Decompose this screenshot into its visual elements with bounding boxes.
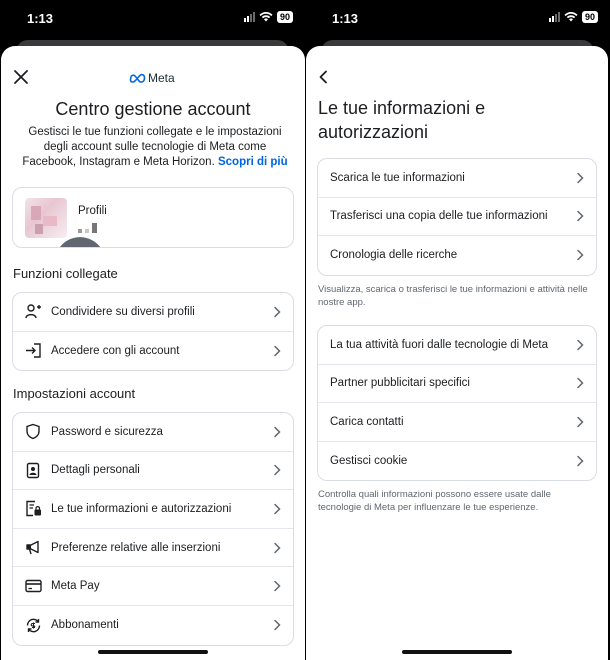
list-item-share-profiles[interactable] [13, 293, 293, 332]
meta-logo [129, 71, 175, 85]
subscription-icon [24, 616, 42, 634]
home-indicator [98, 650, 208, 654]
back-arrow-icon[interactable] [318, 70, 328, 84]
status-time: 1:13 [332, 11, 359, 26]
permissions-note: Controlla quali informazioni possono essere usate dalle tecnologie di Meta per influenzare le tue esperienze. [318, 489, 551, 513]
list-item-label: Condividere su diversi profili [51, 305, 195, 318]
linked-features-card [12, 292, 294, 371]
list-item-upload-contacts[interactable] [318, 403, 596, 442]
list-item-meta-pay[interactable] [13, 567, 293, 606]
id-card-icon [24, 461, 42, 479]
chevron-right-icon [273, 426, 281, 438]
share-profiles-icon [24, 303, 42, 321]
list-item-off-meta-activity[interactable] [318, 326, 596, 365]
list-item-label: Dettagli personali [51, 464, 140, 477]
list-item-label: La tua attività fuori dalle tecnologie di Meta [330, 338, 548, 351]
chevron-right-icon [273, 580, 281, 592]
profiles-label: Profili [78, 205, 107, 217]
chevron-right-icon [273, 345, 281, 357]
list-item-subscriptions[interactable] [13, 606, 293, 645]
document-lock-icon [24, 500, 42, 518]
chevron-right-icon [576, 172, 584, 184]
information-card [317, 158, 597, 276]
list-item-personal-details[interactable] [13, 452, 293, 491]
learn-more-link[interactable]: Scopri di più [217, 156, 288, 168]
chevron-right-icon [273, 542, 281, 554]
credit-card-icon [24, 577, 42, 595]
list-item-label: Le tue informazioni e autorizzazioni [51, 502, 232, 515]
list-item-transfer-copy[interactable] [318, 198, 596, 237]
chevron-right-icon [273, 306, 281, 318]
list-item-label: Preferenze relative alle inserzioni [51, 541, 221, 554]
information-note: Visualizza, scarica o trasferisci le tue informazioni e attività nelle nostre app. [318, 284, 588, 308]
meta-infinity-icon [129, 73, 146, 83]
page-title: Centro gestione account [55, 99, 251, 119]
your-information-sheet [306, 46, 608, 660]
linked-features-heading: Funzioni collegate [13, 266, 118, 281]
cellular-signal-icon [549, 12, 560, 22]
chevron-right-icon [576, 249, 584, 261]
accounts-center-sheet [1, 46, 305, 660]
status-icons [549, 11, 598, 23]
list-item-label: Cronologia delle ricerche [330, 249, 458, 262]
login-icon [24, 342, 42, 360]
account-settings-card [12, 412, 294, 646]
chevron-right-icon [273, 464, 281, 476]
list-item-label: Meta Pay [51, 580, 100, 593]
chevron-right-icon [576, 339, 584, 351]
right-phone-screen [305, 0, 610, 660]
chevron-right-icon [576, 210, 584, 222]
account-settings-heading: Impostazioni account [13, 386, 136, 401]
list-item-label: Scarica le tue informazioni [330, 171, 465, 184]
chevron-right-icon [576, 416, 584, 428]
list-item-label: Trasferisci una copia delle tue informazioni [330, 210, 548, 223]
meta-wordmark: Meta [148, 71, 175, 85]
list-item-label: Abbonamenti [51, 619, 119, 632]
list-item-ad-partners[interactable] [318, 365, 596, 404]
list-item-label: Partner pubblicitari specifici [330, 377, 470, 390]
intro-description: Gestisci le tue funzioni collegate e le impostazioni degli account sulle tecnologie di Meta come Facebook, Instagram e Meta Horizon. [22, 126, 282, 168]
cellular-signal-icon [244, 12, 255, 22]
page-title: Le tue informazioni e autorizzazioni [318, 98, 486, 142]
battery-indicator: 90 [582, 11, 598, 23]
chevron-right-icon [13, 212, 281, 248]
list-item-manage-cookies[interactable] [318, 442, 596, 481]
list-item-your-information[interactable] [13, 490, 293, 529]
chevron-right-icon [576, 455, 584, 467]
list-item-label: Password e sicurezza [51, 425, 163, 438]
close-icon[interactable] [13, 69, 29, 85]
list-item-label: Gestisci cookie [330, 455, 408, 468]
home-indicator [402, 650, 512, 654]
status-icons [244, 11, 293, 23]
status-time: 1:13 [27, 11, 54, 26]
chevron-right-icon [576, 377, 584, 389]
battery-indicator: 90 [277, 11, 293, 23]
wifi-icon [564, 12, 578, 22]
list-item-search-history[interactable] [318, 236, 596, 275]
chevron-right-icon [273, 503, 281, 515]
shield-icon [24, 423, 42, 441]
status-bar [305, 0, 610, 38]
list-item-download-info[interactable] [318, 159, 596, 198]
wifi-icon [259, 12, 273, 22]
intro-text [19, 125, 291, 170]
list-item-ad-preferences[interactable] [13, 529, 293, 568]
list-item-label: Accedere con gli account [51, 344, 180, 357]
profiles-card[interactable] [12, 187, 294, 248]
list-item-password-security[interactable] [13, 413, 293, 452]
megaphone-icon [24, 539, 42, 557]
permissions-card [317, 325, 597, 481]
list-item-label: Carica contatti [330, 415, 404, 428]
status-bar [0, 0, 305, 38]
list-item-login-accounts[interactable] [13, 332, 293, 371]
chevron-right-icon [273, 619, 281, 631]
